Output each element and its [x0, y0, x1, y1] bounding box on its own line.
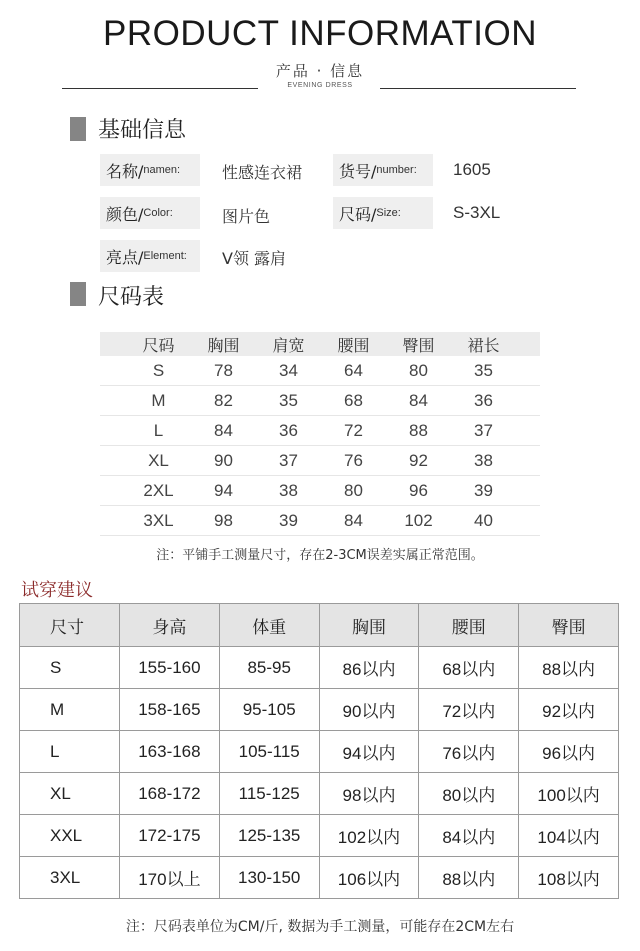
size-chart-header: 尺码: [142, 335, 175, 355]
table-cell: 88: [409, 420, 428, 440]
table-cell: 115-125: [219, 773, 319, 815]
table-cell: 35: [279, 390, 298, 410]
table-row: [20, 773, 619, 815]
table-row: [100, 386, 540, 416]
table-cell: XL: [20, 773, 120, 815]
try-on-header: 臀围: [519, 604, 619, 647]
name-value: 性感连衣裙: [222, 163, 303, 182]
name-label-en: namen:: [143, 164, 181, 176]
table-cell: 95-105: [219, 689, 319, 731]
size-chart-note: 注：平铺手工测量尺寸，存在2-3CM误差实属正常范围。: [156, 548, 484, 563]
size-label-en: Size:: [376, 207, 401, 219]
table-cell: 102以内: [319, 815, 419, 857]
item-no-label-zh: 货号/: [339, 161, 377, 181]
table-cell: 125-135: [219, 815, 319, 857]
try-on-header: 体重: [219, 604, 319, 647]
table-cell: 94: [214, 480, 233, 500]
try-on-title: 试穿建议: [21, 580, 93, 601]
table-cell: XXL: [20, 815, 120, 857]
size-chart-table: [100, 332, 540, 536]
basic-info-title: 基础信息: [98, 118, 187, 143]
item-no-label-en: number:: [376, 164, 417, 176]
table-cell: 106以内: [319, 857, 419, 899]
table-cell: 98以内: [319, 773, 419, 815]
table-row: [20, 647, 619, 689]
try-on-note: 注：尺码表单位为CM/斤, 数据为手工测量，可能存在2CM左右: [125, 919, 515, 935]
table-cell: S: [152, 360, 165, 380]
table-cell: M: [20, 689, 120, 731]
table-cell: 170以上: [120, 857, 220, 899]
table-cell: 88以内: [519, 647, 619, 689]
table-cell: 39: [279, 510, 298, 530]
table-row: [20, 815, 619, 857]
table-cell: 84: [409, 390, 428, 410]
table-cell: 64: [344, 360, 363, 380]
table-cell: 80以内: [419, 773, 519, 815]
table-cell: XL: [148, 450, 169, 470]
table-cell: 37: [279, 450, 298, 470]
try-on-header-row: [20, 604, 619, 647]
name-label-zh: 名称/: [106, 161, 144, 181]
name-label: [100, 154, 200, 186]
table-cell: 85-95: [219, 647, 319, 689]
table-cell: 82: [214, 390, 233, 410]
table-cell: 76: [344, 450, 363, 470]
table-cell: 108以内: [519, 857, 619, 899]
table-row: [20, 857, 619, 899]
table-cell: 86以内: [319, 647, 419, 689]
table-cell: 80: [409, 360, 428, 380]
table-cell: 68以内: [419, 647, 519, 689]
table-cell: 3XL: [20, 857, 120, 899]
page-title: PRODUCT INFORMATION: [102, 14, 538, 53]
table-cell: 158-165: [120, 689, 220, 731]
highlight-label-zh: 亮点/: [106, 247, 144, 267]
try-on-table: [19, 603, 619, 899]
table-cell: 84以内: [419, 815, 519, 857]
header-divider-left: [62, 88, 258, 89]
table-cell: 2XL: [143, 480, 174, 500]
table-cell: 104以内: [519, 815, 619, 857]
table-cell: 36: [279, 420, 298, 440]
size-label-zh: 尺码/: [339, 204, 377, 224]
table-cell: 36: [474, 390, 493, 410]
table-row: [100, 476, 540, 506]
size-value: S-3XL: [453, 203, 501, 222]
table-cell: 88以内: [419, 857, 519, 899]
table-cell: 38: [474, 450, 493, 470]
table-cell: 155-160: [120, 647, 220, 689]
table-cell: S: [20, 647, 120, 689]
table-cell: 84: [344, 510, 363, 530]
table-cell: 92: [409, 450, 428, 470]
table-cell: 100以内: [519, 773, 619, 815]
table-cell: L: [153, 420, 164, 440]
table-cell: 72: [344, 420, 363, 440]
table-cell: 34: [279, 360, 298, 380]
size-chart-header: 裙长: [467, 335, 500, 355]
table-cell: 168-172: [120, 773, 220, 815]
try-on-header: 腰围: [419, 604, 519, 647]
size-chart-header: 臀围: [402, 335, 435, 355]
table-cell: 130-150: [219, 857, 319, 899]
table-cell: 78: [214, 360, 233, 380]
table-cell: 76以内: [419, 731, 519, 773]
item-no-label: [333, 154, 433, 186]
table-cell: 94以内: [319, 731, 419, 773]
table-row: [100, 416, 540, 446]
highlight-label: [100, 240, 200, 272]
highlight-label-en: Element:: [143, 250, 187, 262]
header-divider-right: [380, 88, 576, 89]
table-cell: 98: [214, 510, 233, 530]
table-cell: 105-115: [219, 731, 319, 773]
table-cell: 84: [214, 420, 233, 440]
try-on-header: 胸围: [319, 604, 419, 647]
section-marker: [70, 282, 86, 306]
table-cell: 96以内: [519, 731, 619, 773]
table-cell: 90以内: [319, 689, 419, 731]
table-cell: 40: [474, 510, 493, 530]
color-label: [100, 197, 200, 229]
item-no-value: 1605: [453, 160, 491, 179]
highlight-value: V领 露肩: [222, 249, 287, 268]
color-value: 图片色: [222, 207, 271, 226]
size-chart-header: 胸围: [207, 335, 240, 355]
size-chart-title: 尺码表: [98, 285, 165, 310]
table-cell: 3XL: [143, 510, 174, 530]
color-label-en: Color:: [143, 207, 173, 219]
table-cell: 172-175: [120, 815, 220, 857]
table-cell: 72以内: [419, 689, 519, 731]
size-chart-header: 肩宽: [272, 335, 305, 355]
table-row: [20, 689, 619, 731]
table-cell: 102: [404, 510, 433, 530]
table-cell: 38: [279, 480, 298, 500]
page-subtitle: 产品 · 信息: [275, 62, 365, 80]
table-cell: 90: [214, 450, 233, 470]
table-row: [100, 506, 540, 536]
table-cell: 92以内: [519, 689, 619, 731]
size-chart-header-row: [100, 332, 540, 356]
size-chart-header: 腰围: [337, 335, 370, 355]
section-marker: [70, 117, 86, 141]
table-cell: 68: [344, 390, 363, 410]
size-label: [333, 197, 433, 229]
try-on-header: 身高: [120, 604, 220, 647]
color-label-zh: 颜色/: [106, 204, 144, 224]
table-row: [100, 446, 540, 476]
table-cell: 163-168: [120, 731, 220, 773]
table-cell: 96: [409, 480, 428, 500]
table-cell: 37: [474, 420, 493, 440]
table-cell: 80: [344, 480, 363, 500]
page-caption: EVENING DRESS: [287, 82, 353, 89]
table-row: [20, 731, 619, 773]
table-cell: 35: [474, 360, 493, 380]
table-cell: M: [151, 390, 166, 410]
table-cell: 39: [474, 480, 493, 500]
try-on-header: 尺寸: [20, 604, 120, 647]
table-cell: L: [20, 731, 120, 773]
table-row: [100, 356, 540, 386]
